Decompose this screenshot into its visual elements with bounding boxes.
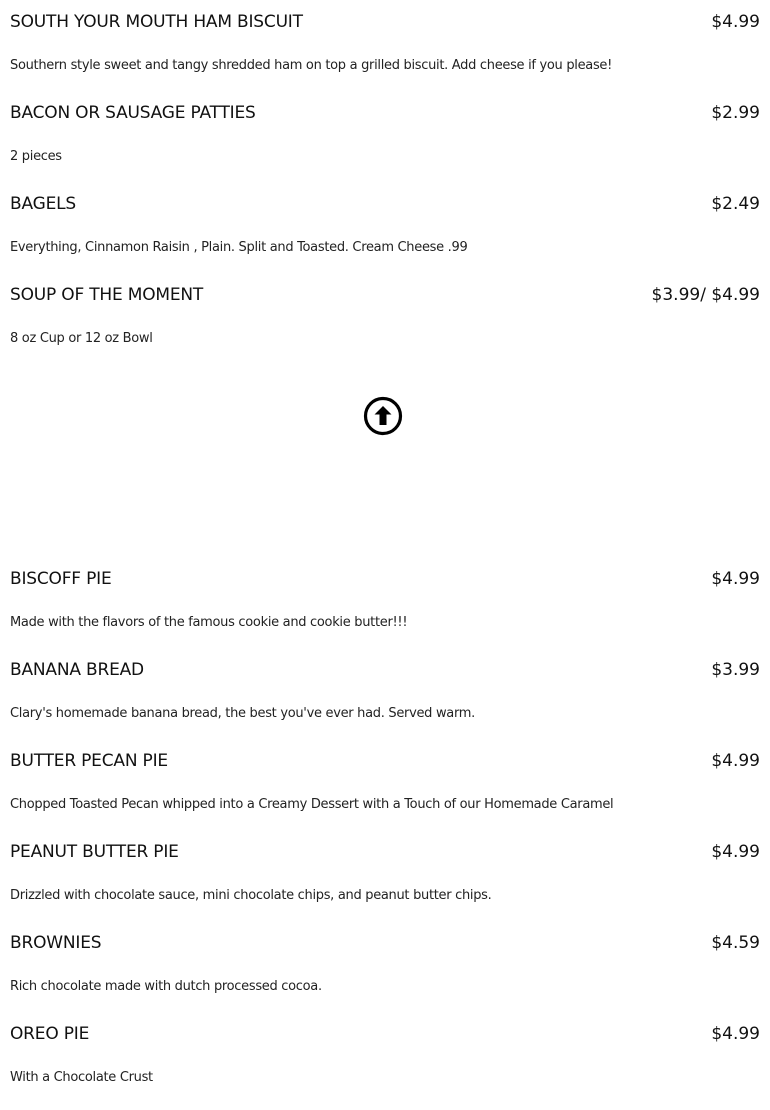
menu-item-description: Southern style sweet and tangy shredded ham on top a grilled biscuit. Add cheese if you please!: [10, 58, 613, 73]
back-to-top-button[interactable]: [362, 395, 404, 437]
menu-item-name: BACON OR SAUSAGE PATTIES: [10, 103, 256, 123]
menu-item-price: $4.99: [711, 751, 760, 771]
menu-item: [0, 741, 770, 832]
menu-item-description: Chopped Toasted Pecan whipped into a Creamy Dessert with a Touch of our Homemade Caramel: [10, 797, 614, 812]
menu-item-description: 2 pieces: [10, 149, 62, 164]
menu-item-description: Made with the flavors of the famous cookie and cookie butter!!!: [10, 615, 408, 630]
menu-item: [0, 1014, 770, 1105]
menu-item-price: $2.49: [711, 194, 760, 214]
menu-item-name: PEANUT BUTTER PIE: [10, 842, 179, 862]
menu-item-description: Everything, Cinnamon Raisin , Plain. Split and Toasted. Cream Cheese .99: [10, 240, 468, 255]
menu-item-description: 8 oz Cup or 12 oz Bowl: [10, 331, 153, 346]
menu-item-name: SOUP OF THE MOMENT: [10, 285, 204, 305]
menu-item: [0, 2, 770, 93]
menu-item-name: OREO PIE: [10, 1024, 90, 1044]
menu-item-price: $3.99: [711, 660, 760, 680]
menu-item-price: $4.99: [711, 842, 760, 862]
menu-item-price: $4.99: [711, 12, 760, 32]
menu-item: [0, 832, 770, 923]
menu-item-name: BAGELS: [10, 194, 76, 214]
menu-item-description: With a Chocolate Crust: [10, 1070, 153, 1085]
menu-section-top: [0, 2, 770, 366]
menu-item-price: $4.99: [711, 1024, 760, 1044]
menu-item: [0, 559, 770, 650]
menu-item: [0, 93, 770, 184]
menu-item: [0, 650, 770, 741]
menu-item: [0, 923, 770, 1014]
menu-section-bottom: [0, 559, 770, 1105]
menu-item: [0, 184, 770, 275]
arrow-up-circle-icon: [362, 395, 404, 437]
menu-item-name: BROWNIES: [10, 933, 102, 953]
menu-item-price: $3.99/ $4.99: [651, 285, 760, 305]
menu-item-name: BISCOFF PIE: [10, 569, 112, 589]
menu-item-description: Rich chocolate made with dutch processed cocoa.: [10, 979, 322, 994]
menu-item-name: BANANA BREAD: [10, 660, 144, 680]
menu-item-price: $4.59: [711, 933, 760, 953]
menu-item-description: Clary's homemade banana bread, the best you've ever had. Served warm.: [10, 706, 475, 721]
menu-item: [0, 275, 770, 366]
menu-item-description: Drizzled with chocolate sauce, mini chocolate chips, and peanut butter chips.: [10, 888, 492, 903]
menu-item-name: BUTTER PECAN PIE: [10, 751, 168, 771]
menu-item-price: $4.99: [711, 569, 760, 589]
menu-item-price: $2.99: [711, 103, 760, 123]
menu-item-name: SOUTH YOUR MOUTH HAM BISCUIT: [10, 12, 303, 32]
